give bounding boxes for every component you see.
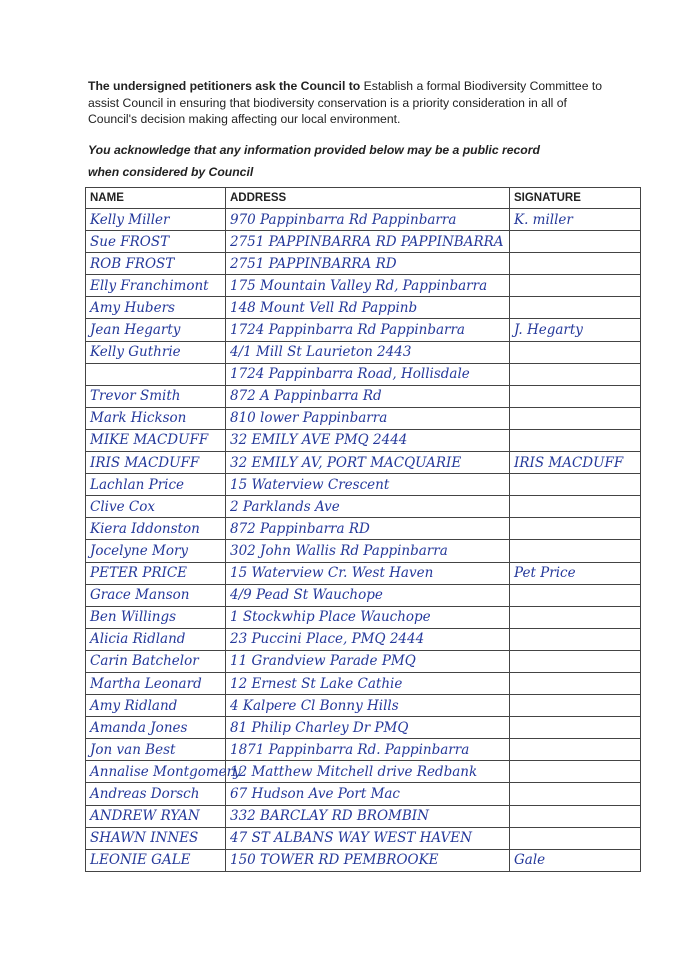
table-row [86, 209, 641, 231]
signer-address: 67 Hudson Ave Port Mac [226, 783, 510, 805]
signer-address: 11 Grandview Parade PMQ [226, 650, 510, 672]
petition-lead: The undersigned petitioners ask the Council to [88, 79, 361, 93]
signer-signature [510, 429, 641, 451]
signer-name: Andreas Dorsch [86, 783, 226, 805]
signer-name: Annalise Montgomery [86, 761, 226, 783]
table-row [86, 672, 641, 694]
signer-signature: Pet Price [510, 562, 641, 584]
signer-signature [510, 805, 641, 827]
table-row [86, 496, 641, 518]
signer-signature [510, 540, 641, 562]
table-row [86, 628, 641, 650]
signer-name: Amanda Jones [86, 717, 226, 739]
signer-signature [510, 717, 641, 739]
table-row [86, 341, 641, 363]
signer-name [86, 363, 226, 385]
signer-signature: K. miller [510, 209, 641, 231]
signer-name: Carin Batchelor [86, 650, 226, 672]
signer-name: PETER PRICE [86, 562, 226, 584]
table-row [86, 650, 641, 672]
signer-signature [510, 606, 641, 628]
signer-address: 15 Waterview Cr. West Haven [226, 562, 510, 584]
signer-name: Ben Willings [86, 606, 226, 628]
signer-signature: Gale [510, 849, 641, 871]
signer-address: 150 TOWER RD PEMBROOKE [226, 849, 510, 871]
signer-signature [510, 496, 641, 518]
signer-name: Mark Hickson [86, 407, 226, 429]
table-row [86, 253, 641, 275]
signer-address: 1871 Pappinbarra Rd. Pappinbarra [226, 739, 510, 761]
signer-name: Amy Ridland [86, 695, 226, 717]
table-row [86, 407, 641, 429]
signer-name: Kiera Iddonston [86, 518, 226, 540]
table-row [86, 783, 641, 805]
table-row [86, 827, 641, 849]
table-row [86, 474, 641, 496]
table-row [86, 363, 641, 385]
table-row [86, 584, 641, 606]
signer-name: Lachlan Price [86, 474, 226, 496]
signer-address: 2751 PAPPINBARRA RD PAPPINBARRA [226, 231, 510, 253]
signer-address: 12 Matthew Mitchell drive Redbank [226, 761, 510, 783]
signer-address: 2 Parklands Ave [226, 496, 510, 518]
signer-name: SHAWN INNES [86, 827, 226, 849]
signer-address: 4 Kalpere Cl Bonny Hills [226, 695, 510, 717]
signer-signature [510, 739, 641, 761]
signer-signature [510, 231, 641, 253]
signer-name: Sue FROST [86, 231, 226, 253]
public-record-notice: You acknowledge that any information provided below may be a public record when considered by Council [88, 143, 540, 179]
signer-address: 872 A Pappinbarra Rd [226, 385, 510, 407]
signer-name: ROB FROST [86, 253, 226, 275]
signer-signature [510, 474, 641, 496]
table-row [86, 297, 641, 319]
signer-address: 175 Mountain Valley Rd, Pappinbarra [226, 275, 510, 297]
signer-name: Trevor Smith [86, 385, 226, 407]
signer-address: 4/9 Pead St Wauchope [226, 584, 510, 606]
signer-name: Martha Leonard [86, 672, 226, 694]
table-row [86, 518, 641, 540]
signer-signature [510, 341, 641, 363]
signer-name: MIKE MACDUFF [86, 429, 226, 451]
signer-signature [510, 407, 641, 429]
signer-address: 332 BARCLAY RD BROMBIN [226, 805, 510, 827]
signer-name: Alicia Ridland [86, 628, 226, 650]
signer-signature [510, 628, 641, 650]
table-row [86, 695, 641, 717]
signer-name: Grace Manson [86, 584, 226, 606]
table-row [86, 805, 641, 827]
signer-name: Elly Franchimont [86, 275, 226, 297]
signer-signature [510, 827, 641, 849]
petition-request: Establish a formal Biodiversity Committee to assist Council in ensuring that biodiversity conservation is a priority consideration in all of Council's decision making affecting our local environment. [88, 79, 603, 126]
signer-signature [510, 297, 641, 319]
name-column-header: NAME [86, 188, 226, 209]
signer-signature [510, 363, 641, 385]
table-row [86, 849, 641, 871]
signature-column-header: SIGNATURE [510, 188, 641, 209]
signer-address: 970 Pappinbarra Rd Pappinbarra [226, 209, 510, 231]
table-row [86, 429, 641, 451]
table-row [86, 717, 641, 739]
signer-name: Amy Hubers [86, 297, 226, 319]
signer-address: 2751 PAPPINBARRA RD [226, 253, 510, 275]
table-row [86, 606, 641, 628]
signer-name: Clive Cox [86, 496, 226, 518]
petition-statement [88, 78, 608, 128]
address-column-header: ADDRESS [226, 188, 510, 209]
table-row [86, 385, 641, 407]
signer-signature [510, 584, 641, 606]
signer-signature: IRIS MACDUFF [510, 452, 641, 474]
signer-address: 1724 Pappinbarra Road, Hollisdale [226, 363, 510, 385]
table-row [86, 540, 641, 562]
table-header-row [86, 188, 641, 209]
signer-signature [510, 783, 641, 805]
signer-address: 15 Waterview Crescent [226, 474, 510, 496]
table-row [86, 231, 641, 253]
signer-signature: J. Hegarty [510, 319, 641, 341]
signer-address: 81 Philip Charley Dr PMQ [226, 717, 510, 739]
signer-address: 23 Puccini Place, PMQ 2444 [226, 628, 510, 650]
signer-address: 148 Mount Vell Rd Pappinb [226, 297, 510, 319]
table-row [86, 319, 641, 341]
signer-address: 1 Stockwhip Place Wauchope [226, 606, 510, 628]
table-row [86, 562, 641, 584]
table-row [86, 761, 641, 783]
signer-address: 1724 Pappinbarra Rd Pappinbarra [226, 319, 510, 341]
signature-table [85, 187, 641, 872]
signer-address: 47 ST ALBANS WAY WEST HAVEN [226, 827, 510, 849]
signer-signature [510, 761, 641, 783]
signer-signature [510, 385, 641, 407]
signer-signature [510, 672, 641, 694]
table-row [86, 452, 641, 474]
signer-signature [510, 253, 641, 275]
signer-signature [510, 518, 641, 540]
signer-address: 32 EMILY AV, PORT MACQUARIE [226, 452, 510, 474]
table-row [86, 275, 641, 297]
signer-address: 302 John Wallis Rd Pappinbarra [226, 540, 510, 562]
signer-address: 32 EMILY AVE PMQ 2444 [226, 429, 510, 451]
signer-name: Kelly Guthrie [86, 341, 226, 363]
signer-signature [510, 695, 641, 717]
signer-address: 872 Pappinbarra RD [226, 518, 510, 540]
signer-name: IRIS MACDUFF [86, 452, 226, 474]
signer-name: Jocelyne Mory [86, 540, 226, 562]
signer-name: Jean Hegarty [86, 319, 226, 341]
signer-name: LEONIE GALE [86, 849, 226, 871]
signer-address: 12 Ernest St Lake Cathie [226, 672, 510, 694]
signer-address: 810 lower Pappinbarra [226, 407, 510, 429]
signer-name: Jon van Best [86, 739, 226, 761]
table-row [86, 739, 641, 761]
signer-name: ANDREW RYAN [86, 805, 226, 827]
signer-address: 4/1 Mill St Laurieton 2443 [226, 341, 510, 363]
signer-signature [510, 650, 641, 672]
signer-signature [510, 275, 641, 297]
signer-name: Kelly Miller [86, 209, 226, 231]
